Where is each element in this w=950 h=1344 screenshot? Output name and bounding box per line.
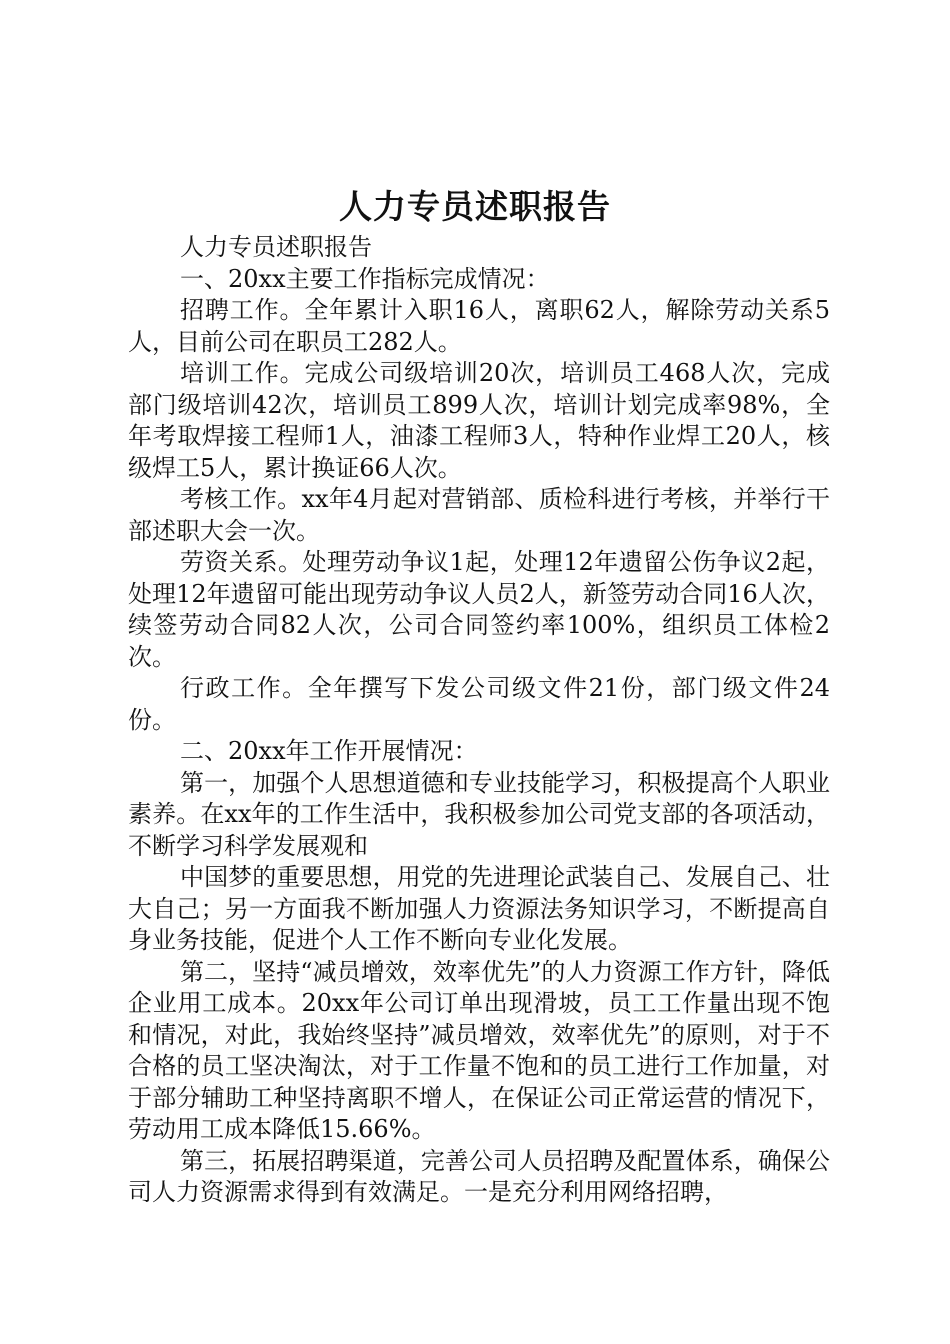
paragraph-training: 培训工作。完成公司级培训20次，培训员工468人次，完成部门级培训42次，培训员工899人次，培训计划完成率98%，全年考取焊接工程师1人，油漆工程师3人，特种作业焊工20人，核级焊工5人，累计换证66人次。 [128,359,830,482]
paragraph-section-one-heading: 一、20xx主要工作指标完成情况： [180,264,550,293]
paragraph-point-one-continued: 中国梦的重要思想，用党的先进理论武装自己、发展自己、壮大自己；另一方面我不断加强人力资源法务知识学习，不断提高自身业务技能，促进个人工作不断向专业化发展。 [128,863,830,954]
paragraph-point-two: 第二，坚持“减员增效，效率优先”的人力资源工作方针，降低企业用工成本。20xx年公司订单出现滑坡，员工工作量出现不饱和情况，对此，我始终坚持”减员增效，效率优先”的原则，对于不合格的员工坚决淘汰，对于工作量不饱和的员工进行工作加量，对于部分辅助工种坚持离职不增人，在保证公司正常运营的情况下，劳动用工成本降低15.66%。 [128,957,830,1143]
paragraph-doc-heading: 人力专员述职报告 [180,233,372,261]
paragraph-point-one: 第一，加强个人思想道德和专业技能学习，积极提高个人职业素养。在xx年的工作生活中，我积极参加公司党支部的各项活动，不断学习科学发展观和 [128,768,830,860]
paragraph-labor-relations: 劳资关系。处理劳动争议1起，处理12年遗留公伤争议2起，处理12年遗留可能出现劳动争议人员2人，新签劳动合同16人次，续签劳动合同82人次，公司合同签约率100%，组织员工体检2次。 [128,548,830,671]
paragraph-administration: 行政工作。全年撰写下发公司级文件21份，部门级文件24份。 [128,674,830,734]
paragraph-recruitment: 招聘工作。全年累计入职16人，离职62人，解除劳动关系5人，目前公司在职员工282人。 [128,296,830,356]
paragraph-assessment: 考核工作。xx年4月起对营销部、质检科进行考核，并举行干部述职大会一次。 [128,485,830,545]
document-title: 人力专员述职报告 [339,187,611,226]
document-body [128,232,830,1209]
paragraph-point-three: 第三，拓展招聘渠道，完善公司人员招聘及配置体系，确保公司人力资源需求得到有效满足。一是充分利用网络招聘， [128,1146,830,1206]
paragraph-section-two-heading: 二、20xx年工作开展情况： [180,737,478,765]
